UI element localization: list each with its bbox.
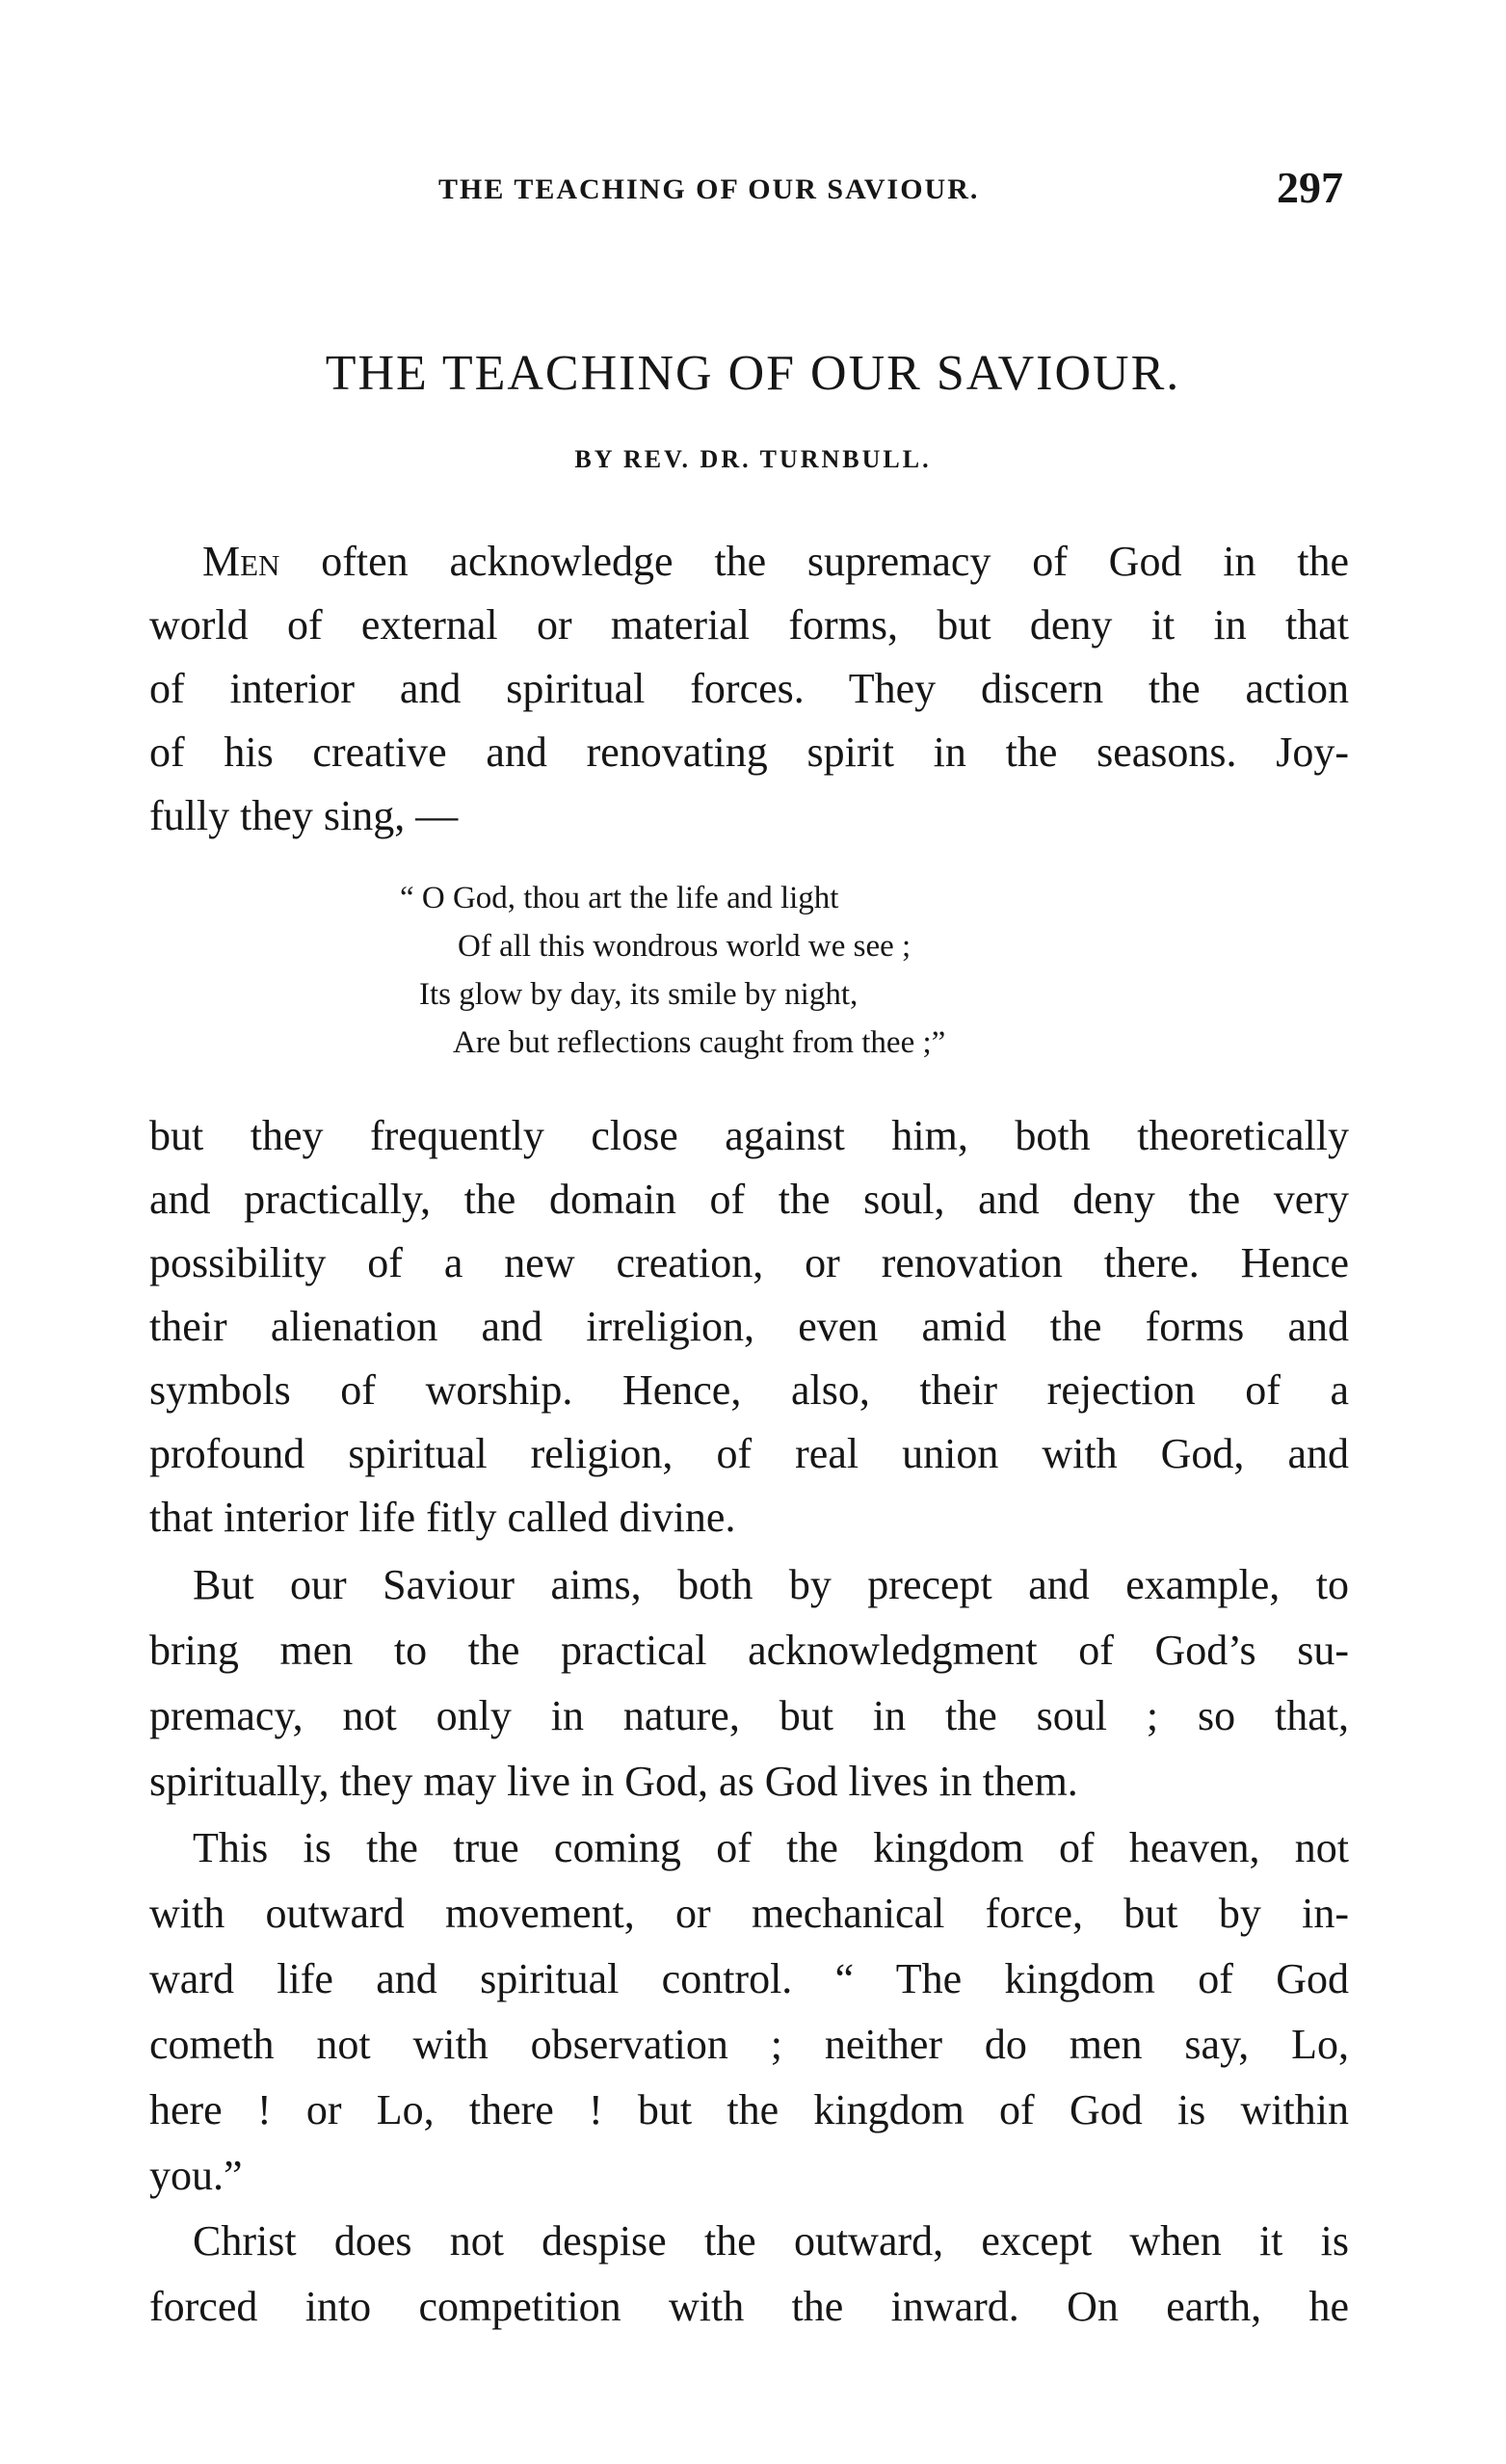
line-text: often acknowledge the supremacy of God in the <box>321 538 1350 585</box>
text-line: possibility of a new creation, or renovation there. Hence <box>149 1239 1349 1286</box>
verse-line: Are but reflections caught from thee ;” <box>453 1025 946 1060</box>
text-line: But our Saviour aims, both by precept and example, to <box>193 1561 1349 1608</box>
dropcap-word: Men <box>202 538 280 585</box>
article-byline: BY REV. DR. TURNBULL. <box>574 445 932 473</box>
text-line: ward life and spiritual control. “ The kingdom of God <box>149 1955 1349 2002</box>
text-line: world of external or material forms, but deny it in that <box>149 601 1349 649</box>
text-line: you.” <box>149 2152 243 2199</box>
text-line: of interior and spiritual forces. They discern the action <box>149 665 1349 712</box>
text-line: that interior life fitly called divine. <box>149 1494 736 1541</box>
text-line: premacy, not only in nature, but in the soul ; so that, <box>149 1692 1349 1739</box>
text-line: symbols of worship. Hence, also, their rejection of a <box>149 1366 1349 1414</box>
verse-line: Of all this wondrous world we see ; <box>458 929 912 964</box>
text-line: here ! or Lo, there ! but the kingdom of God is within <box>149 2086 1349 2133</box>
text-line: with outward movement, or mechanical force, but by in- <box>149 1890 1349 1937</box>
text-line: and practically, the domain of the soul, and deny the very <box>149 1176 1349 1223</box>
running-head: THE TEACHING OF OUR SAVIOUR. <box>438 173 980 205</box>
verse-line: Its glow by day, its smile by night, <box>419 977 859 1012</box>
verse-line: “ O God, thou art the life and light <box>400 881 839 915</box>
article-title: THE TEACHING OF OUR SAVIOUR. <box>325 346 1181 401</box>
text-line: their alienation and irreligion, even amid the forms and <box>149 1303 1349 1350</box>
text-line: spiritually, they may live in God, as God lives in them. <box>149 1758 1078 1805</box>
text-line: bring men to the practical acknowledgment of God’s su- <box>149 1627 1349 1674</box>
text-line: This is the true coming of the kingdom of heaven, not <box>193 1824 1349 1871</box>
text-line: Christ does not despise the outward, except when it is <box>193 2217 1349 2265</box>
text-line: forced into competition with the inward. On earth, he <box>149 2283 1349 2330</box>
text-line <box>202 530 1349 594</box>
text-line: of his creative and renovating spirit in the seasons. Joy- <box>149 729 1349 776</box>
text-line: cometh not with observation ; neither do men say, Lo, <box>149 2021 1349 2068</box>
text-line: profound spiritual religion, of real union with God, and <box>149 1430 1349 1477</box>
text-line: but they frequently close against him, both theoretically <box>149 1112 1349 1159</box>
text-line: fully they sing, — <box>149 792 459 839</box>
page-number: 297 <box>1277 163 1343 212</box>
